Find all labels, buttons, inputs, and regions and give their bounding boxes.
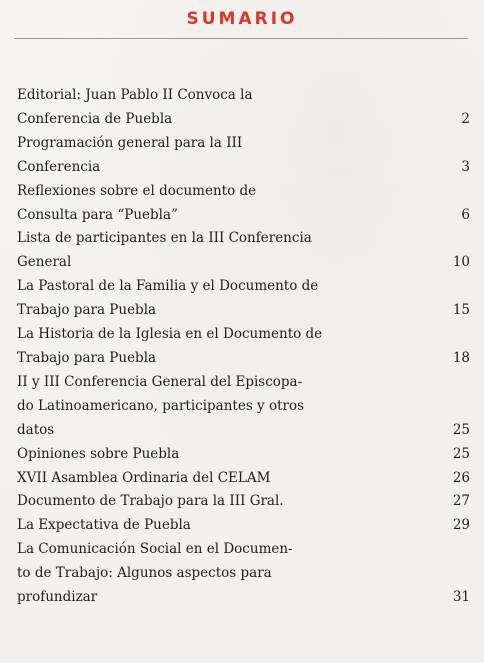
- toc-entry-title: [17, 538, 432, 610]
- toc-entry-title: [17, 275, 432, 323]
- toc-entry-line: Trabajo para Puebla: [17, 302, 157, 319]
- toc-entry-line: La Expectativa de Puebla: [17, 517, 191, 534]
- toc-entry-title: [17, 84, 432, 132]
- toc-entry: [17, 443, 471, 467]
- toc-entry-line: XVII Asamblea Ordinaria del CELAM: [17, 469, 271, 486]
- toc-entry-page-number: 15: [452, 302, 470, 319]
- toc-entry-line: Conferencia: [17, 158, 101, 175]
- toc-entry-title: [17, 490, 432, 514]
- toc-entry-line: Opiniones sobre Puebla: [17, 445, 180, 462]
- toc-entry-title: [17, 132, 432, 180]
- toc-entry: [17, 132, 471, 180]
- toc-entry-page-number: 10: [452, 254, 470, 271]
- toc-entry-line: La Historia de la Iglesia en el Documento de: [17, 326, 323, 343]
- toc-entry-title: [17, 467, 432, 491]
- toc-entry-page-number: 2: [461, 110, 470, 127]
- toc-entry-title: [17, 180, 432, 228]
- toc-entry-line: to de Trabajo: Algunos aspectos para: [17, 565, 272, 582]
- toc-entry-line: profundizar: [17, 589, 98, 606]
- toc-entry-page-number: 18: [452, 349, 470, 366]
- toc-entry-page-number: 26: [452, 469, 470, 486]
- toc-entry: [17, 227, 471, 275]
- toc-entry-line: Lista de participantes en la III Conferencia: [17, 230, 312, 247]
- toc-entry: [17, 490, 471, 514]
- toc-entry-page-number: 31: [452, 589, 470, 606]
- toc-entry: [17, 467, 471, 491]
- toc-entry-title: [17, 514, 432, 538]
- toc-entry: [17, 275, 471, 323]
- toc-entry-line: Consulta para “Puebla”: [17, 206, 178, 223]
- header-divider: [14, 38, 468, 39]
- toc-entry-line: Trabajo para Puebla: [17, 349, 157, 366]
- toc-entry-page-number: 27: [452, 493, 470, 510]
- toc-entry-line: Documento de Trabajo para la III Gral.: [17, 493, 284, 510]
- table-of-contents: [17, 84, 471, 610]
- toc-entry: [17, 180, 471, 228]
- toc-entry-title: [17, 323, 432, 371]
- toc-entry-title: [17, 443, 432, 467]
- toc-entry-page-number: 25: [452, 445, 470, 462]
- toc-entry: [17, 84, 471, 132]
- toc-entry: [17, 323, 471, 371]
- toc-entry-page-number: 25: [452, 421, 470, 438]
- toc-entry: [17, 538, 471, 610]
- toc-entry-line: General: [17, 254, 72, 271]
- toc-entry-line: do Latinoamericano, participantes y otros: [17, 397, 305, 414]
- toc-entry-title: [17, 371, 432, 443]
- page-title: SUMARIO: [186, 9, 298, 29]
- toc-entry-line: Programación general para la III: [17, 134, 243, 151]
- toc-entry-line: Reflexiones sobre el documento de: [17, 182, 257, 199]
- toc-entry-title: [17, 227, 432, 275]
- toc-entry: [17, 371, 471, 443]
- toc-entry-line: La Pastoral de la Familia y el Documento de: [17, 278, 319, 295]
- toc-entry-line: Editorial: Juan Pablo II Convoca la: [17, 87, 253, 103]
- toc-entry-line: datos: [17, 421, 55, 438]
- toc-entry-line: II y III Conferencia General del Episcopa-: [17, 373, 303, 390]
- toc-entry-page-number: 6: [461, 206, 470, 223]
- toc-entry-line: La Comunicación Social en el Documen-: [17, 541, 293, 558]
- toc-entry: [17, 514, 471, 538]
- toc-entry-page-number: 3: [461, 158, 470, 175]
- toc-entry-page-number: 29: [452, 517, 470, 534]
- toc-entry-line: Conferencia de Puebla: [17, 110, 173, 127]
